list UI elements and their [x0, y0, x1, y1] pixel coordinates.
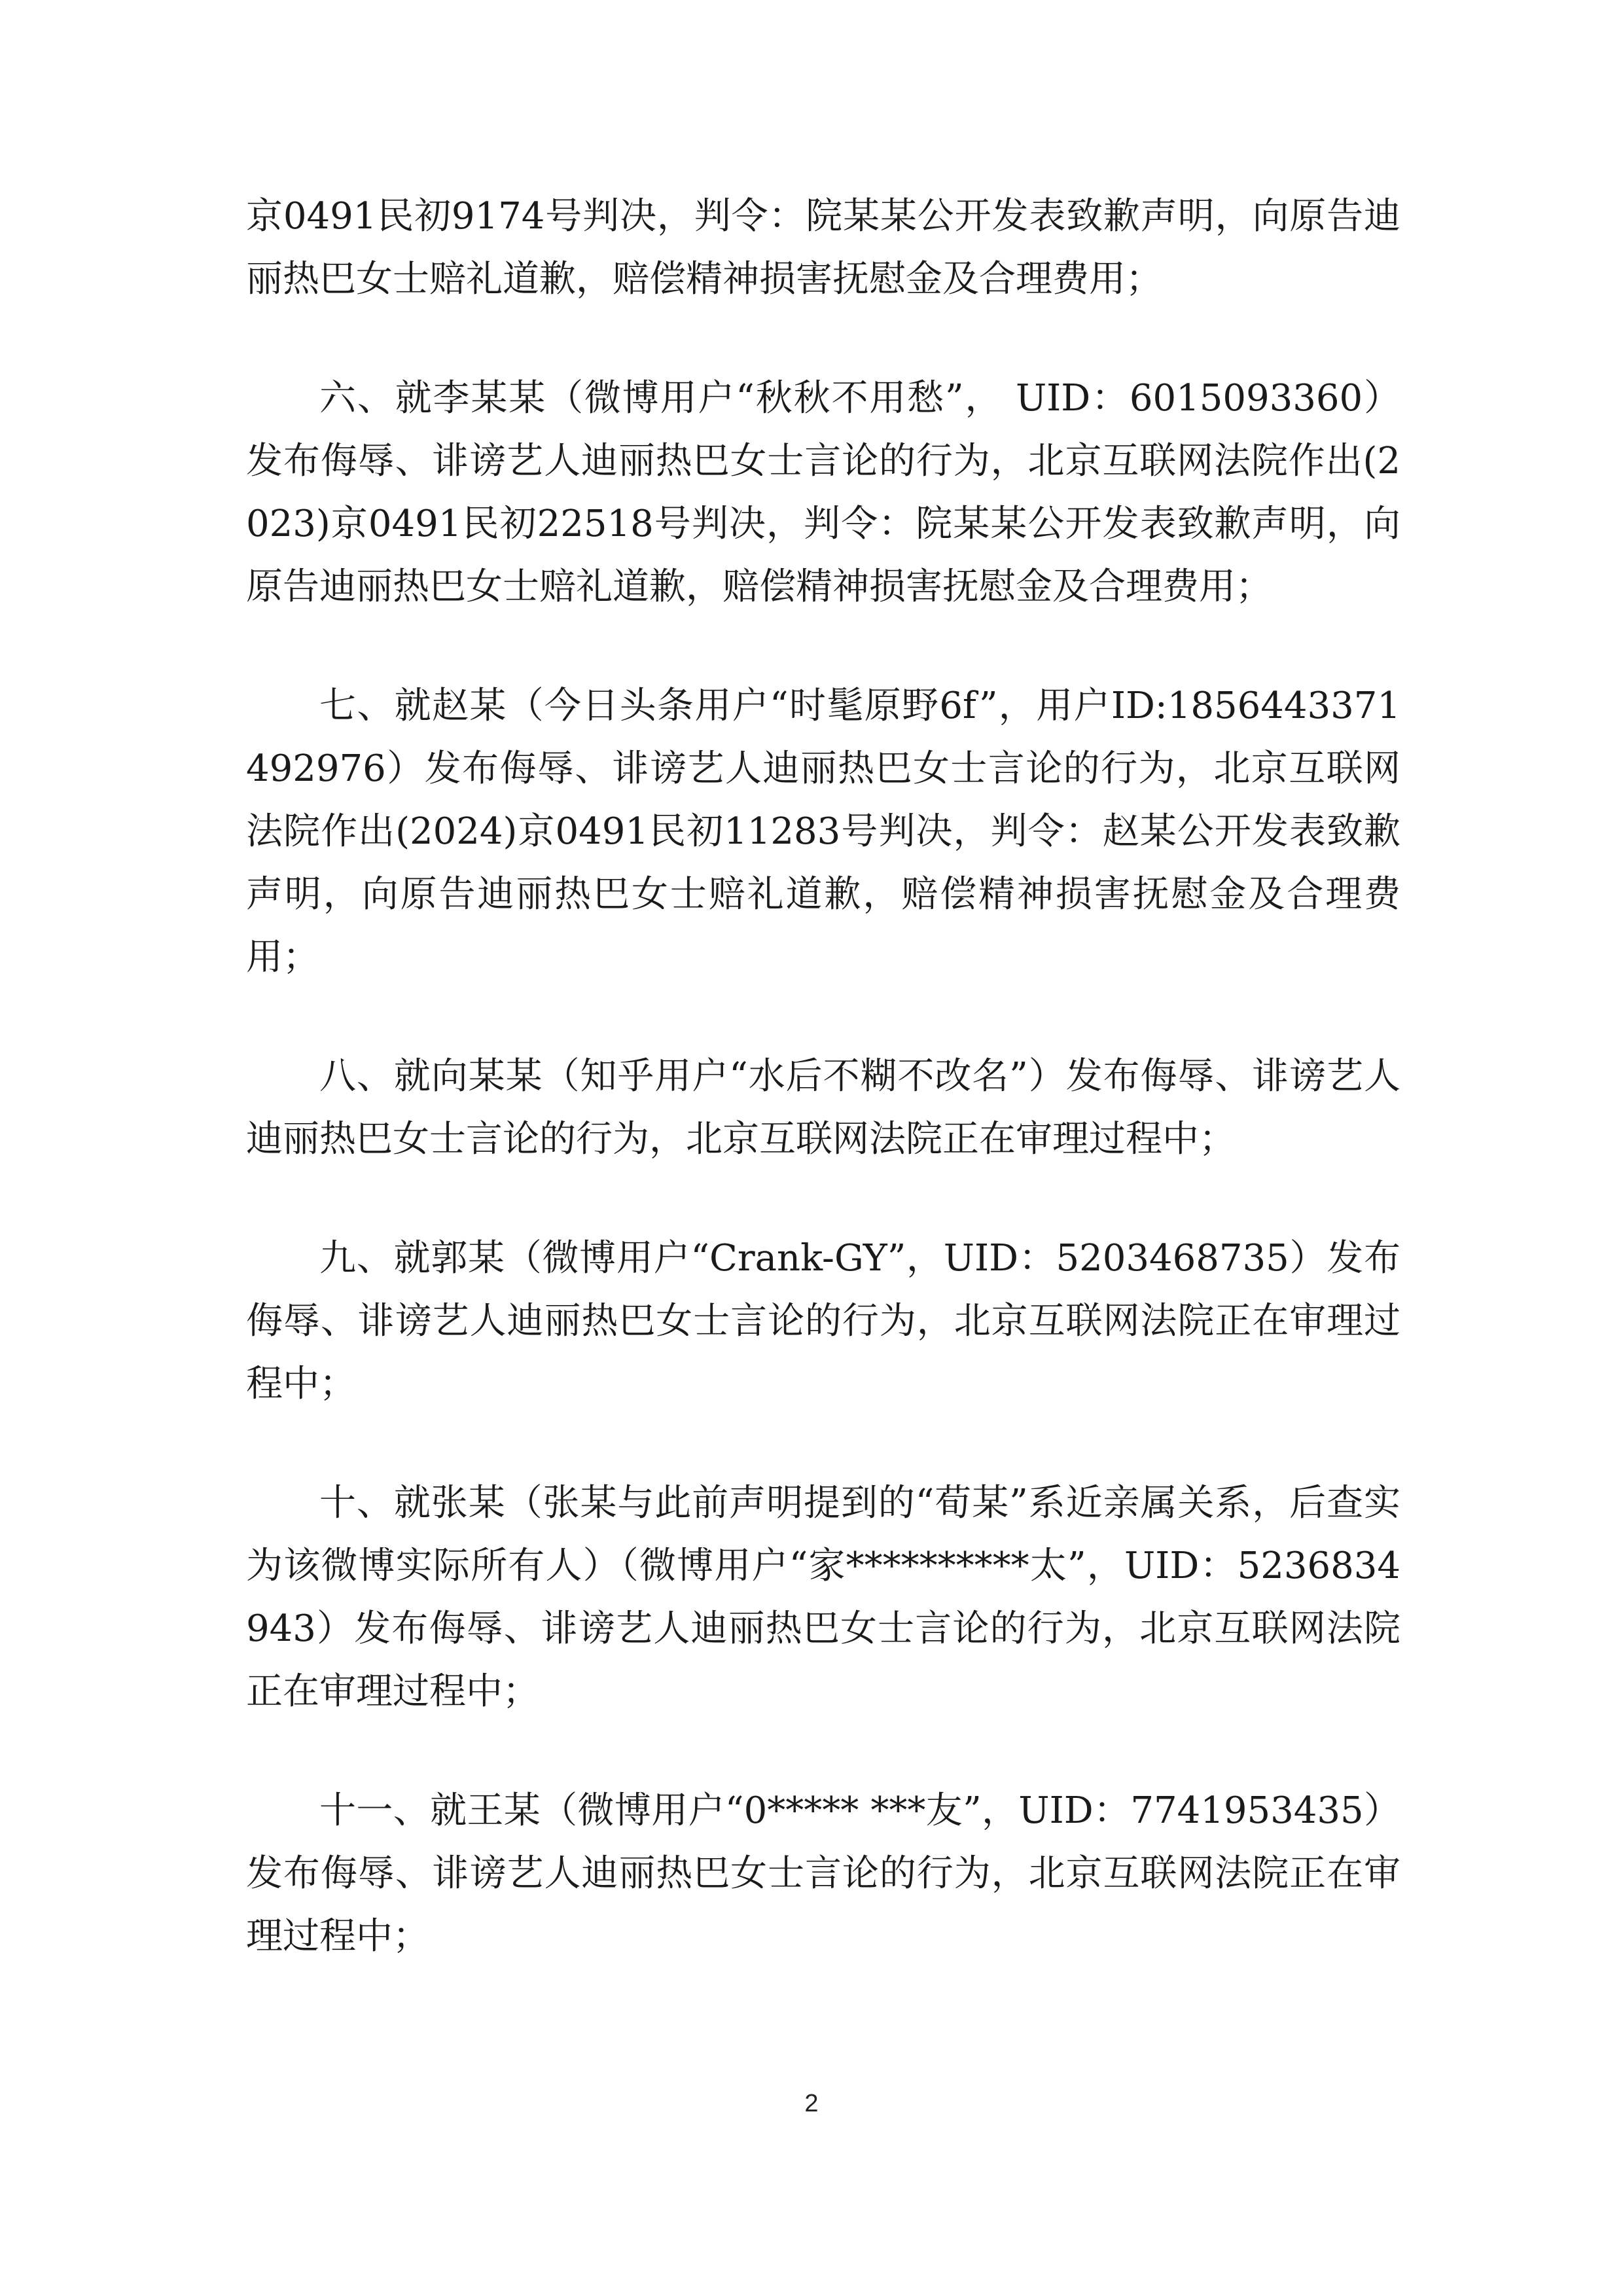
paragraph-continued-judgment: 京0491民初9174号判决，判令：院某某公开发表致歉声明，向原告迪丽热巴女士赔礼道歉，赔偿精神损害抚慰金及合理费用； [246, 195, 1400, 300]
paragraph-item-8: 八、就向某某（知乎用户“水后不糊不改名”）发布侮辱、诽谤艺人迪丽热巴女士言论的行为，北京互联网法院正在审理过程中； [246, 1055, 1400, 1160]
page-number: 2 [804, 2090, 819, 2117]
document-body [246, 185, 1400, 1968]
paragraph-item-6: 六、就李某某（微博用户“秋秋不用愁”， UID：6015093360）发布侮辱、诽谤艺人迪丽热巴女士言论的行为，北京互联网法院作出(2023)京0491民初22518号判决，判令：院某某公开发表致歉声明，向原告迪丽热巴女士赔礼道歉，赔偿精神损害抚慰金及合理费用； [246, 377, 1400, 608]
paragraph-item-9: 九、就郭某（微博用户“Crank-GY”，UID：5203468735）发布侮辱、诽谤艺人迪丽热巴女士言论的行为，北京互联网法院正在审理过程中； [246, 1237, 1400, 1405]
paragraph-item-11: 十一、就王某（微博用户“0***** ***友”，UID：7741953435）发布侮辱、诽谤艺人迪丽热巴女士言论的行为，北京互联网法院正在审理过程中； [246, 1789, 1400, 1958]
paragraph-item-7: 七、就赵某（今日头条用户“时髦原野6f”，用户ID:1856443371492976）发布侮辱、诽谤艺人迪丽热巴女士言论的行为，北京互联网法院作出(2024)京0491民初11283号判决，判令：赵某公开发表致歉声明，向原告迪丽热巴女士赔礼道歉，赔偿精神损害抚慰金及合理费用； [246, 685, 1400, 978]
paragraph-item-10: 十、就张某（张某与此前声明提到的“荀某”系近亲属关系，后查实为该微博实际所有人）（微博用户“家**********太”，UID：5236834943）发布侮辱、诽谤艺人迪丽热巴女士言论的行为，北京互联网法院正在审理过程中； [246, 1482, 1400, 1713]
